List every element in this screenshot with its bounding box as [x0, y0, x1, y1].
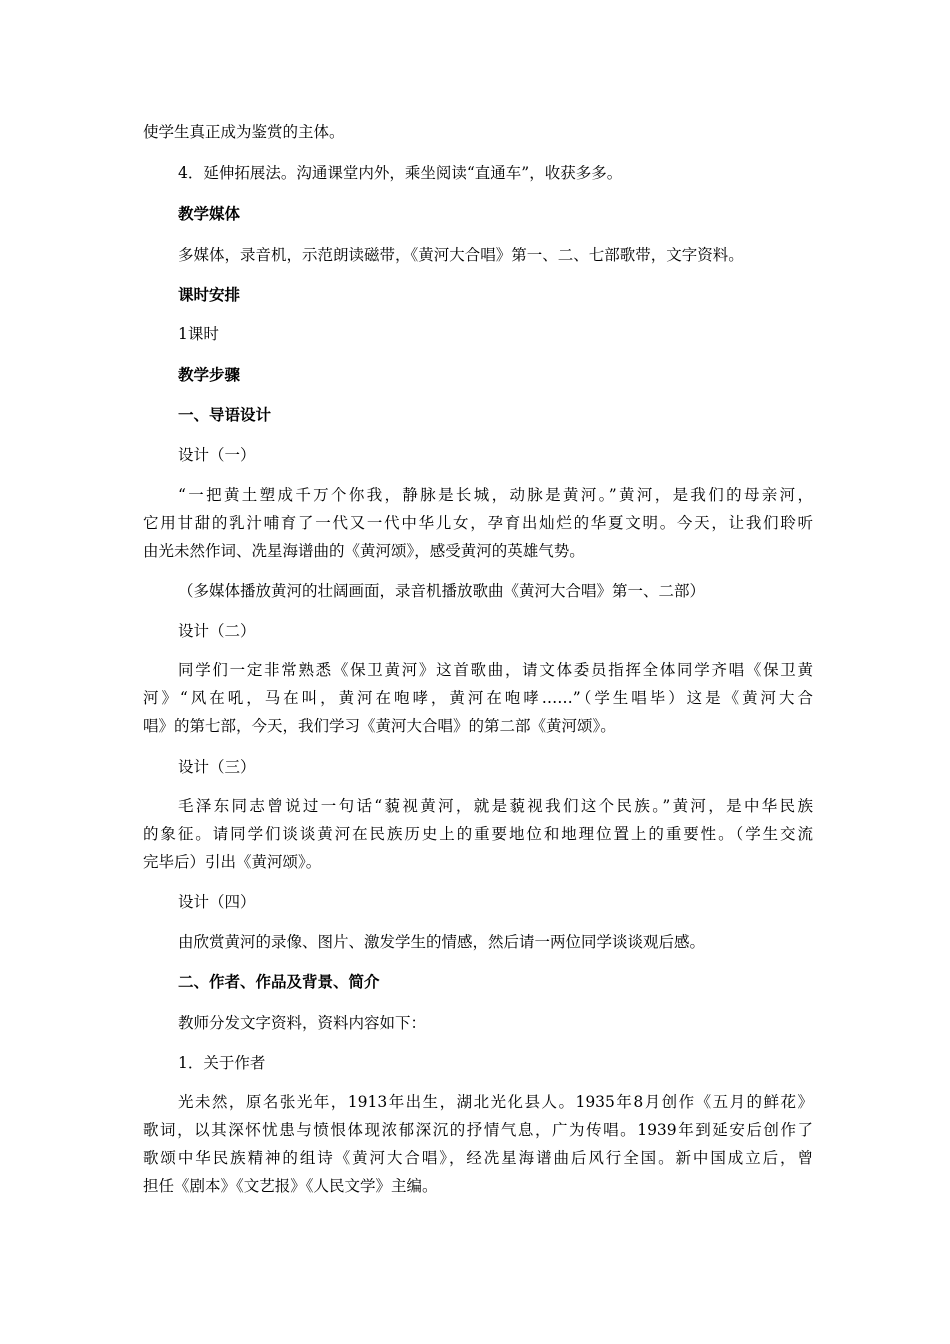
- subsection-label: 设计（一）: [178, 446, 256, 464]
- paragraph-line: 担任《剧本》《文艺报》《人民文学》主编。: [143, 1177, 438, 1195]
- paragraph-line: 河》“风在吼，马在叫，黄河在咆哮，黄河在咆哮……”（学生唱毕）这是《黄河大合: [143, 689, 813, 707]
- paragraph-line: 光未然，原名张光年，1913年出生，湖北光化县人。1935年8月创作《五月的鲜花》: [178, 1093, 813, 1111]
- subsection-label: 设计（二）: [178, 622, 256, 640]
- subsection-label: 设计（三）: [178, 758, 256, 776]
- section-heading: 教学媒体: [178, 205, 241, 223]
- paragraph-line: （多媒体播放黄河的壮阔画面，录音机播放歌曲《黄河大合唱》第一、二部）: [178, 582, 706, 600]
- paragraph-line: 毛泽东同志曾说过一句话“藐视黄河，就是藐视我们这个民族。”黄河，是中华民族: [178, 797, 813, 815]
- section-heading: 一、导语设计: [178, 406, 272, 424]
- paragraph-line: 使学生真正成为鉴赏的主体。: [143, 123, 345, 141]
- paragraph-line: 完毕后）引出《黄河颂》。: [143, 853, 322, 871]
- paragraph-line: 教师分发文字资料，资料内容如下：: [178, 1014, 427, 1032]
- subsection-label: 设计（四）: [178, 893, 256, 911]
- paragraph-line: 歌颂中华民族精神的组诗《黄河大合唱》，经冼星海谱曲后风行全国。新中国成立后，曾: [143, 1149, 813, 1167]
- paragraph-line: 它用甘甜的乳汁哺育了一代又一代中华儿女，孕育出灿烂的华夏文明。今天，让我们聆听: [143, 514, 813, 532]
- paragraph-line: 由欣赏黄河的录像、图片、激发学生的情感，然后请一两位同学谈谈观后感。: [178, 933, 706, 951]
- paragraph-line: 的象征。请同学们谈谈黄河在民族历史上的重要地位和地理位置上的重要性。（学生交流: [143, 825, 813, 843]
- section-heading: 教学步骤: [178, 366, 241, 384]
- paragraph-line: 4．延伸拓展法。沟通课堂内外，乘坐阅读“直通车”，收获多多。: [178, 164, 623, 182]
- paragraph-line: 歌词，以其深怀忧患与愤恨体现浓郁深沉的抒情气息，广为传唱。1939年到延安后创作了: [143, 1121, 813, 1139]
- section-heading: 课时安排: [178, 286, 241, 304]
- paragraph-line: 由光未然作词、冼星海谱曲的《黄河颂》，感受黄河的英雄气势。: [143, 542, 585, 560]
- paragraph-line: 1课时: [178, 325, 219, 343]
- paragraph-line: 同学们一定非常熟悉《保卫黄河》这首歌曲，请文体委员指挥全体同学齐唱《保卫黄: [178, 661, 813, 679]
- section-heading: 二、作者、作品及背景、简介: [178, 973, 380, 991]
- paragraph-line: “一把黄土塑成千万个你我，静脉是长城，动脉是黄河。”黄河，是我们的母亲河，: [178, 486, 813, 504]
- paragraph-line: 唱》的第七部，今天，我们学习《黄河大合唱》的第二部《黄河颂》。: [143, 717, 616, 735]
- paragraph-line: 多媒体，录音机，示范朗读磁带，《黄河大合唱》第一、二、七部歌带，文字资料。: [178, 246, 744, 264]
- subsection-label: 1．关于作者: [178, 1054, 266, 1072]
